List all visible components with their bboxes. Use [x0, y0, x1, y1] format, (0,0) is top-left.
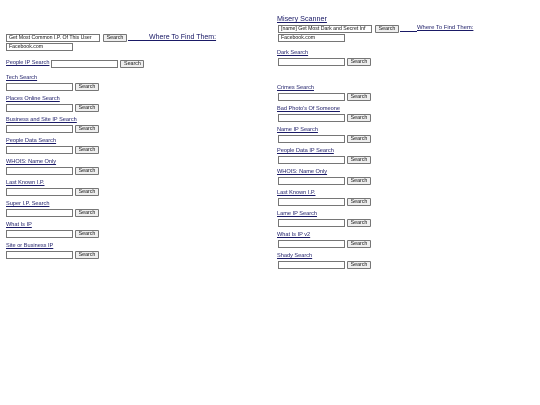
right-people-data-ip-search-button[interactable]: Search: [347, 156, 371, 164]
left-places-online-search-label[interactable]: Places Online Search: [6, 96, 60, 102]
left-places-online-search-section: [6, 96, 261, 117]
left-places-online-search-button[interactable]: Search: [75, 104, 99, 112]
left-people-data-search-row: [6, 145, 261, 154]
left-business-site-ip-search-label[interactable]: Business and Site IP Search: [6, 117, 77, 123]
right-people-data-ip-search-input[interactable]: [278, 156, 345, 164]
left-business-site-ip-search-input[interactable]: [6, 125, 73, 133]
right-what-is-ip-v2-button[interactable]: Search: [347, 240, 371, 248]
right-crimes-search-row: [277, 92, 532, 101]
left-super-ip-search-row: [6, 208, 261, 217]
right-where-to-find-link[interactable]: Where To Find Them:: [417, 25, 474, 31]
left-whois-name-only-label[interactable]: WHOIS: Name Only: [6, 159, 57, 165]
right-shady-search-label[interactable]: Shady Search: [277, 253, 313, 259]
right-sections: [277, 50, 532, 274]
right-shady-search-button[interactable]: Search: [347, 261, 371, 269]
right-name-ip-search-section: [277, 127, 532, 148]
right-last-known-ip-label[interactable]: Last Known I.P.: [277, 190, 316, 196]
left-people-ip-search-button[interactable]: Search: [120, 60, 144, 68]
left-people-data-search-input[interactable]: [6, 146, 73, 154]
right-what-is-ip-v2-section: [277, 232, 532, 253]
left-last-known-ip-section: [6, 180, 261, 201]
right-whois-name-only-section: [277, 169, 532, 190]
right-bad-photos-of-someone-label[interactable]: Bad Photo's Of Someone: [277, 106, 340, 112]
left-tech-search-input[interactable]: [6, 83, 73, 91]
right-dark-search-input[interactable]: [278, 58, 345, 66]
right-what-is-ip-v2-label[interactable]: What Is IP v2: [277, 232, 311, 238]
right-crimes-search-label[interactable]: Crimes Search: [277, 85, 314, 91]
right-shady-search-input[interactable]: [278, 261, 345, 269]
left-last-known-ip-button[interactable]: Search: [75, 188, 99, 196]
right-name-ip-search-row: [277, 134, 532, 143]
left-site-row: [6, 42, 261, 51]
right-where-link-underline: [400, 31, 417, 32]
left-where-link-underline: [128, 40, 149, 41]
left-sections: [6, 75, 261, 264]
left-top-query-row: [6, 33, 261, 42]
right-bad-photos-of-someone-section: [277, 106, 532, 127]
right-last-known-ip-row: [277, 197, 532, 206]
left-top-query-search-button[interactable]: Search: [103, 34, 127, 42]
left-tech-search-row: [6, 82, 261, 91]
left-site-input[interactable]: [6, 43, 73, 51]
right-dark-search-section: [277, 50, 532, 71]
left-what-is-ip-label[interactable]: What Is IP: [6, 222, 32, 228]
left-places-online-search-row: [6, 103, 261, 112]
left-business-site-ip-search-button[interactable]: Search: [75, 125, 99, 133]
right-shady-search-row: [277, 260, 532, 269]
right-last-known-ip-section: [277, 190, 532, 211]
left-places-online-search-input[interactable]: [6, 104, 73, 112]
right-whois-name-only-label[interactable]: WHOIS: Name Only: [277, 169, 328, 175]
left-site-or-business-ip-row: [6, 250, 261, 259]
right-lame-ip-search-section: [277, 211, 532, 232]
right-lame-ip-search-label[interactable]: Lame IP Search: [277, 211, 318, 217]
left-tech-search-section: [6, 75, 261, 96]
left-super-ip-search-button[interactable]: Search: [75, 209, 99, 217]
left-what-is-ip-button[interactable]: Search: [75, 230, 99, 238]
right-top-query-search-button[interactable]: Search: [375, 25, 399, 33]
left-people-ip-search-input[interactable]: [51, 60, 118, 68]
right-shady-search-section: [277, 253, 532, 274]
right-name-ip-search-input[interactable]: [278, 135, 345, 143]
right-top-query-row: [277, 24, 532, 33]
right-people-data-ip-search-row: [277, 155, 532, 164]
left-top-query-input[interactable]: [6, 34, 100, 42]
right-crimes-search-input[interactable]: [278, 93, 345, 101]
left-what-is-ip-input[interactable]: [6, 230, 73, 238]
left-site-or-business-ip-label[interactable]: Site or Business IP: [6, 243, 54, 249]
left-site-or-business-ip-section: [6, 243, 261, 264]
right-people-data-ip-search-section: [277, 148, 532, 169]
left-site-or-business-ip-input[interactable]: [6, 251, 73, 259]
left-people-data-search-label[interactable]: People Data Search: [6, 138, 57, 144]
left-whois-name-only-row: [6, 166, 261, 175]
left-people-ip-row: [6, 59, 261, 68]
right-whois-name-only-button[interactable]: Search: [347, 177, 371, 185]
left-where-to-find-link[interactable]: Where To Find Them:: [149, 34, 217, 41]
right-bad-photos-of-someone-input[interactable]: [278, 114, 345, 122]
left-whois-name-only-button[interactable]: Search: [75, 167, 99, 175]
left-people-ip-search-label[interactable]: People IP Search: [6, 60, 50, 66]
left-what-is-ip-row: [6, 229, 261, 238]
left-tech-search-button[interactable]: Search: [75, 83, 99, 91]
right-last-known-ip-input[interactable]: [278, 198, 345, 206]
right-section-gap: [277, 71, 532, 85]
left-last-known-ip-input[interactable]: [6, 188, 73, 196]
right-bad-photos-of-someone-button[interactable]: Search: [347, 114, 371, 122]
right-column: [277, 14, 532, 274]
right-dark-search-label[interactable]: Dark Search: [277, 50, 309, 56]
left-site-or-business-ip-button[interactable]: Search: [75, 251, 99, 259]
right-dark-search-button[interactable]: Search: [347, 58, 371, 66]
left-column: [6, 33, 261, 264]
left-tech-search-label[interactable]: Tech Search: [6, 75, 38, 81]
right-lame-ip-search-row: [277, 218, 532, 227]
right-what-is-ip-v2-input[interactable]: [278, 240, 345, 248]
right-crimes-search-button[interactable]: Search: [347, 93, 371, 101]
left-business-site-ip-search-row: [6, 124, 261, 133]
left-super-ip-search-section: [6, 201, 261, 222]
right-top-query-input[interactable]: [278, 25, 372, 33]
page-title[interactable]: Misery Scanner: [277, 14, 327, 23]
right-lame-ip-search-button[interactable]: Search: [347, 219, 371, 227]
right-name-ip-search-label[interactable]: Name IP Search: [277, 127, 318, 133]
left-people-data-search-button[interactable]: Search: [75, 146, 99, 154]
left-people-data-search-section: [6, 138, 261, 159]
left-super-ip-search-label[interactable]: Super I.P. Search: [6, 201, 50, 207]
right-people-data-ip-search-label[interactable]: People Data IP Search: [277, 148, 334, 154]
right-whois-name-only-row: [277, 176, 532, 185]
right-bad-photos-of-someone-row: [277, 113, 532, 122]
right-dark-search-row: [277, 57, 532, 66]
right-what-is-ip-v2-row: [277, 239, 532, 248]
right-name-ip-search-button[interactable]: Search: [347, 135, 371, 143]
right-site-row: [277, 33, 532, 42]
left-last-known-ip-label[interactable]: Last Known I.P.: [6, 180, 45, 186]
right-site-input[interactable]: [278, 34, 345, 42]
right-last-known-ip-button[interactable]: Search: [347, 198, 371, 206]
left-last-known-ip-row: [6, 187, 261, 196]
left-super-ip-search-input[interactable]: [6, 209, 73, 217]
right-crimes-search-section: [277, 85, 532, 106]
left-what-is-ip-section: [6, 222, 261, 243]
left-business-site-ip-search-section: [6, 117, 261, 138]
left-whois-name-only-input[interactable]: [6, 167, 73, 175]
left-whois-name-only-section: [6, 159, 261, 180]
right-whois-name-only-input[interactable]: [278, 177, 345, 185]
right-lame-ip-search-input[interactable]: [278, 219, 345, 227]
